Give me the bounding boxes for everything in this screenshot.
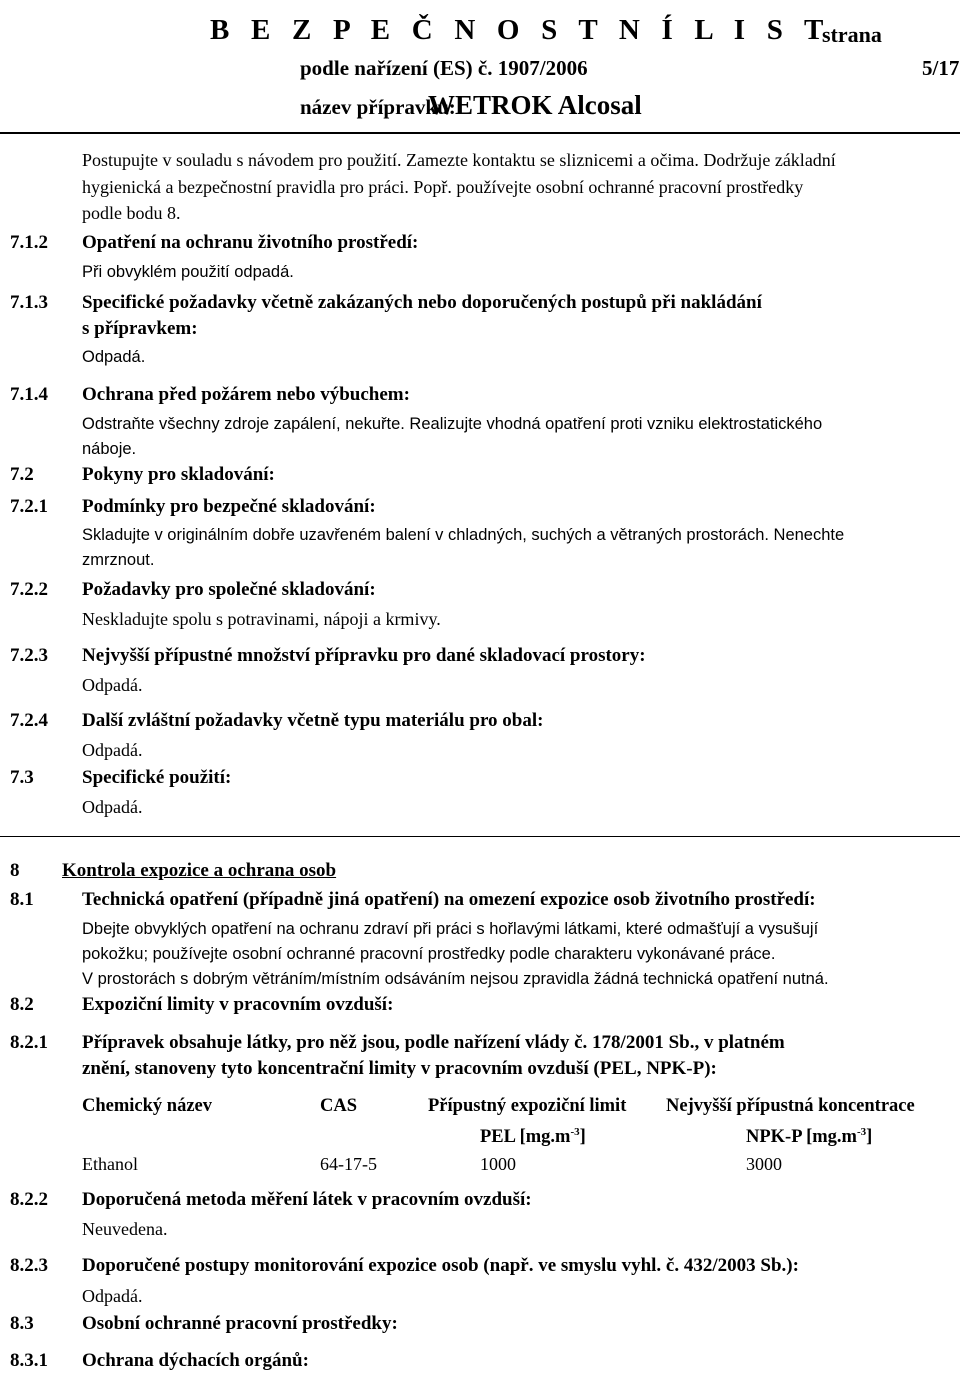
page-label: strana [822,22,882,47]
section-heading-cont: s přípravkem: [82,318,198,339]
intro-line: Postupujte v souladu s návodem pro použití. Zamezte kontaktu se sliznicemi a očima. Dodržuje základní [82,150,836,170]
section-text: Skladujte v originálním dobře uzavřeném balení v chladných, suchých a větraných prostorách. Nenechte [82,526,845,544]
section-heading: Ochrana dýchacích orgánů: [82,1350,309,1371]
section-number: 7.1.4 [10,384,48,405]
table-header-pel: Přípustný expoziční limit [428,1096,627,1116]
section-text: V prostorách s dobrým větráním/místním odsáváním nejsou zpravidla žádná technická opatření nutná. [82,970,829,988]
section-number: 7.1.3 [10,292,48,313]
section-number: 7.1.2 [10,232,48,253]
table-cell-npk: 3000 [746,1154,782,1174]
intro-line: hygienická a bezpečnostní pravidla pro práci. Popř. používejte osobní ochranné pracovní prostředky [82,177,804,197]
section-heading: Expoziční limity v pracovním ovzduší: [82,994,394,1015]
section-number: 8.2.1 [10,1032,48,1053]
table-cell-pel: 1000 [480,1154,516,1174]
section-number: 8.3.1 [10,1350,48,1371]
section-heading-cont: znění, stanoveny tyto koncentrační limity v pracovním ovzduší (PEL, NPK-P): [82,1058,717,1079]
section-text: Odpadá. [82,675,143,695]
section-heading: Osobní ochranné pracovní prostředky: [82,1313,398,1334]
section-number: 7.2 [10,464,34,485]
table-cell-name: Ethanol [82,1154,138,1174]
section-text: Odpadá. [82,797,143,817]
section-heading: Nejvyšší přípustné množství přípravku pro dané skladovací prostory: [82,645,646,666]
section-heading: Specifické použití: [82,767,232,788]
section-heading: Pokyny pro skladování: [82,464,275,485]
section-text: Odpadá. [82,740,143,760]
product-name: WETROK Alcosal [428,90,642,120]
section-text: zmrznout. [82,551,155,569]
section-heading: Další zvláštní požadavky včetně typu materiálu pro obal: [82,710,544,731]
section-number: 7.2.4 [10,710,48,731]
section-heading: Specifické požadavky včetně zakázaných nebo doporučených postupů při nakládání [82,292,762,313]
section-text: Neuvedena. [82,1219,168,1239]
intro-line: podle bodu 8. [82,203,181,223]
header-rule [0,132,960,134]
table-cell-cas: 64-17-5 [320,1154,377,1174]
section-text: Při obvyklém použití odpadá. [82,263,294,281]
section-heading: Doporučená metoda měření látek v pracovním ovzduší: [82,1189,532,1210]
section-number: 7.2.2 [10,579,48,600]
section-text: náboje. [82,440,137,458]
section-text: Odpadá. [82,1286,143,1306]
regulation-reference: podle nařízení (ES) č. 1907/2006 [300,56,588,80]
section-heading: Požadavky pro společné skladování: [82,579,376,600]
section-number: 8.2.2 [10,1189,48,1210]
page-number: 5/17 [922,56,960,80]
section-text: Neskladujte spolu s potravinami, nápoji a krmivy. [82,609,441,629]
section-text: Odpadá. [82,348,146,366]
section-heading: Opatření na ochranu životního prostředí: [82,232,419,253]
table-header-cas: CAS [320,1096,358,1116]
section-number: 7.2.3 [10,645,48,666]
section-text: Dbejte obvyklých opatření na ochranu zdraví při práci s hořlavými látkami, které odmašťují a vysušují [82,920,819,938]
table-header-name: Chemický název [82,1096,212,1116]
section-number: 8.2.3 [10,1255,48,1276]
section-number: 7.3 [10,767,34,788]
section-divider [0,836,960,837]
section-heading: Přípravek obsahuje látky, pro něž jsou, podle nařízení vlády č. 178/2001 Sb., v platném [82,1032,785,1053]
product-label: název přípravku: [300,95,456,119]
table-header-npk-unit: NPK-P $[mg.m^{-3}]$ [746,1126,873,1148]
section-number: 8.3 [10,1313,34,1334]
section-text: Odstraňte všechny zdroje zapálení, nekuřte. Realizujte vhodná opatření proti vzniku elektrostatického [82,415,823,433]
section-number: 8.1 [10,889,34,910]
section-text: pokožku; používejte osobní ochranné pracovní prostředky podle charakteru vykonávané práce. [82,945,776,963]
document-title: B E Z P E Č N O S T N Í L I S T [210,14,831,46]
table-header-pel-unit: PEL $[mg.m^{-3}]$ [480,1126,586,1148]
table-header-npk: Nejvyšší přípustná koncentrace [666,1096,915,1116]
section-number: 8 [10,860,20,881]
section-heading: Doporučené postupy monitorování expozice osob (např. ve smyslu vyhl. č. 432/2003 Sb.): [82,1255,799,1276]
section-heading: Podmínky pro bezpečné skladování: [82,496,376,517]
section-heading: Technická opatření (případně jiná opatření) na omezení expozice osob životního prostředí: [82,889,816,910]
section-heading: Kontrola expozice a ochrana osob [62,860,337,881]
section-heading: Ochrana před požárem nebo výbuchem: [82,384,410,405]
section-number: 7.2.1 [10,496,48,517]
section-number: 8.2 [10,994,34,1015]
